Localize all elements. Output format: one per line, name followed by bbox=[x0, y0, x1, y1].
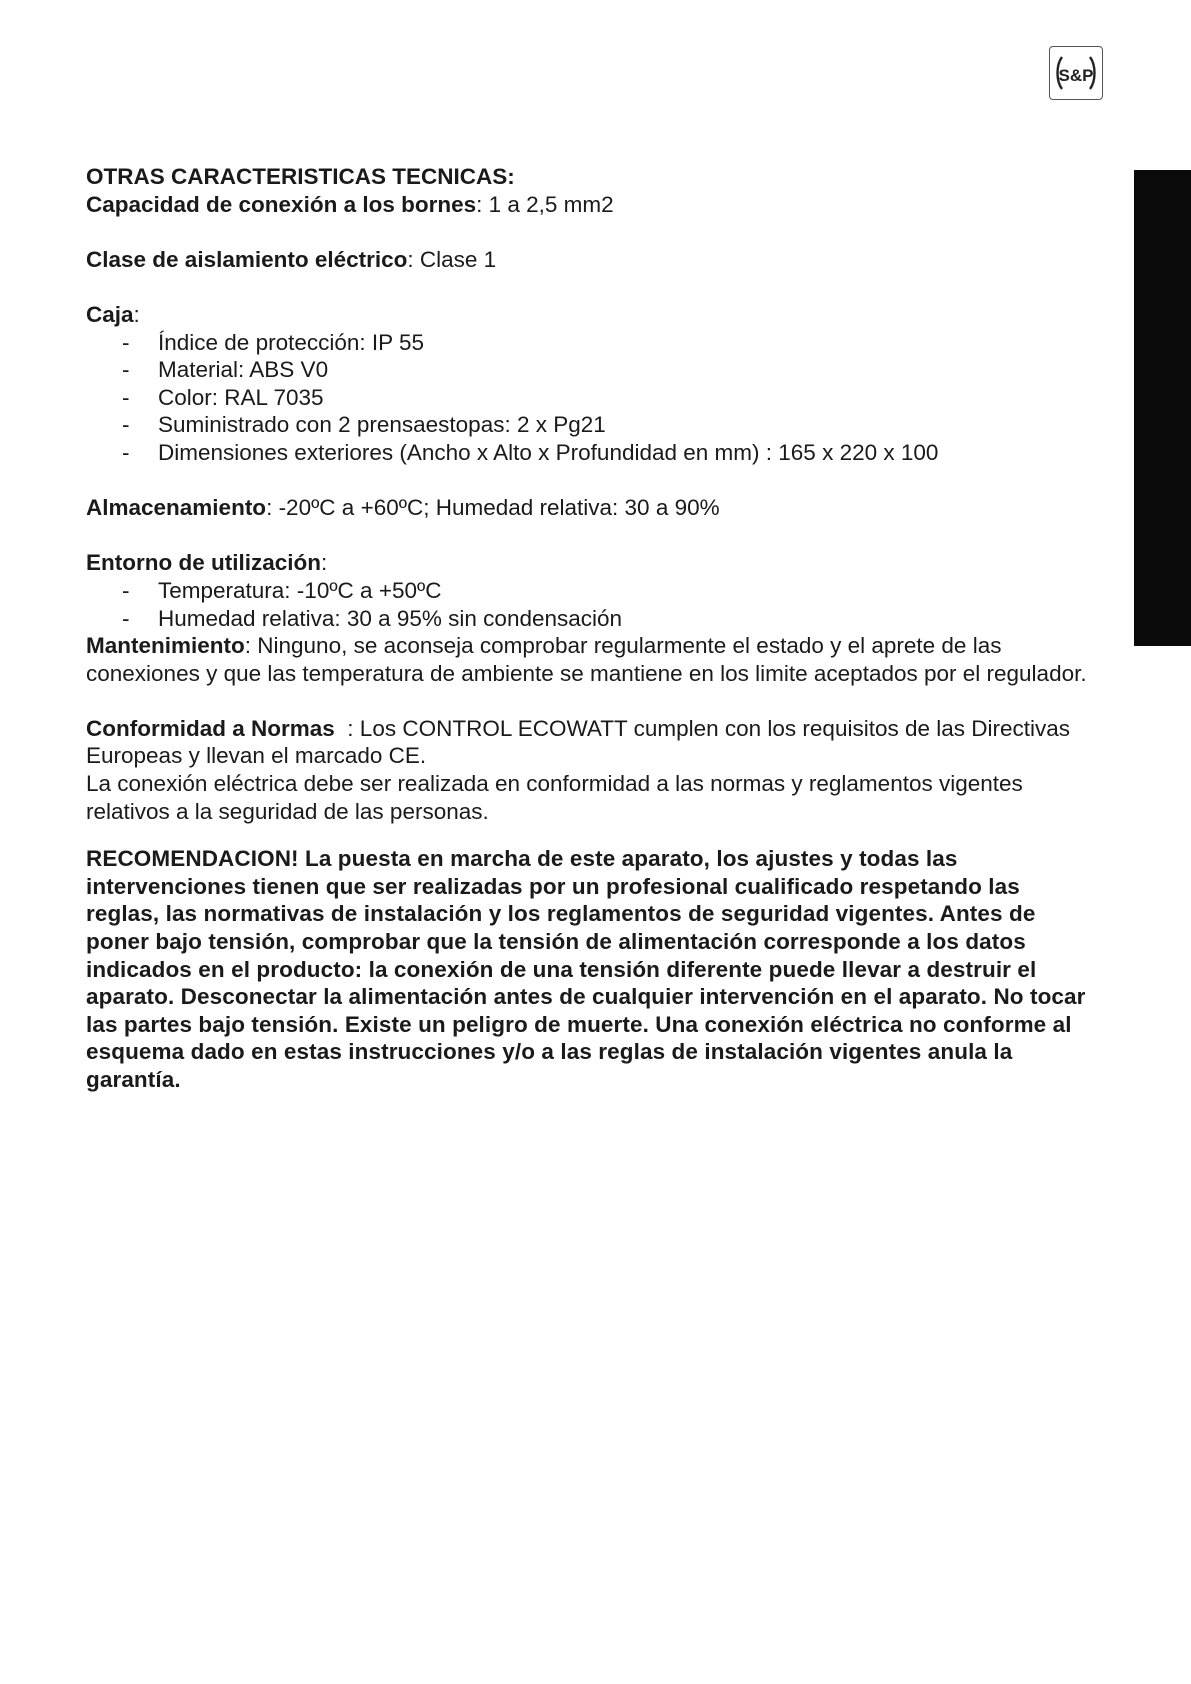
caja-label: Caja: bbox=[86, 301, 140, 327]
conformidad-paragraph: Conformidad a Normas : Los CONTROL ECOWATT cumplen con los requisitos de las Directivas Europeas y llevan el marcado CE. bbox=[86, 715, 1077, 769]
list-item: - Material: ABS V0 bbox=[122, 357, 329, 383]
caja-list bbox=[86, 329, 1096, 467]
mantenimiento-paragraph: Mantenimiento: Ninguno, se aconseja comprobar regularmente el estado y el aprete de las conexiones y que las temperatura de ambiente se mantiene en los limite aceptados por el regulador. bbox=[86, 633, 1087, 686]
conexion-row: Capacidad de conexión a los bornes: 1 a 2,5 mm2 bbox=[86, 191, 614, 217]
conformidad-extra: La conexión eléctrica debe ser realizada en conformidad a las normas y reglamentos vigentes relativos a la seguridad de las personas. bbox=[86, 771, 1023, 824]
list-item: - Humedad relativa: 30 a 95% sin condensación bbox=[122, 605, 623, 631]
list-item: - Temperatura: -10ºC a +50ºC bbox=[122, 577, 442, 603]
side-thumb-tab bbox=[1134, 170, 1191, 646]
sp-logo-icon bbox=[1054, 51, 1098, 95]
entorno-list bbox=[86, 577, 1096, 632]
list-item: - Suministrado con 2 prensaestopas: 2 x Pg21 bbox=[122, 412, 606, 438]
list-item: - Color: RAL 7035 bbox=[122, 384, 324, 410]
document-body bbox=[86, 163, 1096, 1094]
entorno-label: Entorno de utilización: bbox=[86, 550, 328, 576]
section-heading: OTRAS CARACTERISTICAS TECNICAS: bbox=[86, 164, 515, 189]
svg-text:S&P: S&P bbox=[1058, 66, 1094, 85]
brand-logo bbox=[1049, 46, 1103, 100]
aislamiento-row: Clase de aislamiento eléctrico: Clase 1 bbox=[86, 246, 497, 272]
list-item: - Dimensiones exteriores (Ancho x Alto x Profundidad en mm) : 165 x 220 x 100 bbox=[122, 439, 939, 465]
list-item: - Índice de protección: IP 55 bbox=[122, 329, 425, 355]
almacenamiento-row: Almacenamiento: -20ºC a +60ºC; Humedad relativa: 30 a 90% bbox=[86, 495, 720, 521]
recomendacion-warning: RECOMENDACION! La puesta en marcha de este aparato, los ajustes y todas las intervenciones tienen que ser realizadas por un profesional cualificado respetando las reglas, las normativas de instalación y los reglamentos de seguridad vigentes. Antes de poner bajo tensión, comprobar que la tensión de alimentación corresponde a los datos indicados en el producto: la conexión de una tensión diferente puede llevar a destruir el aparato. Desconectar la alimentación antes de cualquier intervención en el aparato. No tocar las partes bajo tensión. Existe un peligro de muerte. Una conexión eléctrica no conforme al esquema dado en estas instrucciones y/o a las reglas de instalación vigentes anula la garantía. bbox=[86, 846, 1086, 1092]
